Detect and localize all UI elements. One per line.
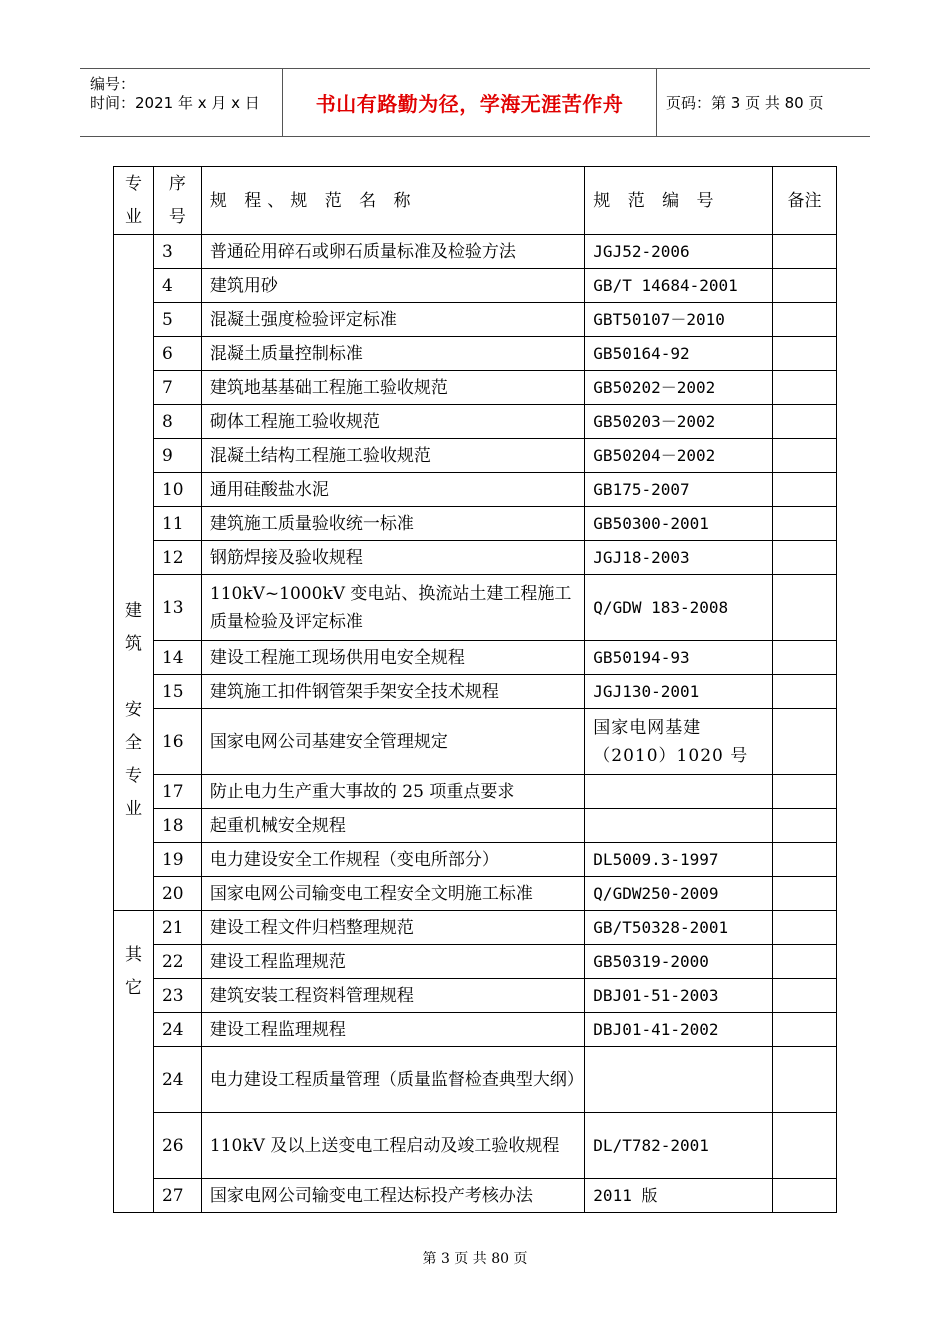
standard-code: GB/T50328-2001: [585, 911, 773, 945]
standard-name: 建筑地基基础工程施工验收规范: [201, 371, 584, 405]
category-char: 建: [124, 601, 142, 621]
remark-cell: [773, 641, 837, 675]
standard-code: GB50204－2002: [585, 439, 773, 473]
row-number: 26: [153, 1113, 201, 1179]
table-row: [114, 473, 837, 507]
table-row: [114, 439, 837, 473]
table-row: [114, 979, 837, 1013]
remark-cell: [773, 235, 837, 269]
row-number: 24: [153, 1013, 201, 1047]
remark-cell: [773, 877, 837, 911]
category-char: 业: [124, 799, 142, 819]
header-category: [114, 167, 154, 235]
row-number: 17: [153, 775, 201, 809]
standard-name: 混凝土结构工程施工验收规范: [201, 439, 584, 473]
standard-name: 混凝土质量控制标准: [201, 337, 584, 371]
table-row: [114, 269, 837, 303]
standard-code: [585, 1047, 773, 1113]
row-number: 19: [153, 843, 201, 877]
row-number: 24: [153, 1047, 201, 1113]
standard-name: 建筑用砂: [201, 269, 584, 303]
standard-code: GB175-2007: [585, 473, 773, 507]
standard-name: 混凝土强度检验评定标准: [201, 303, 584, 337]
row-number: 15: [153, 675, 201, 709]
row-number: 14: [153, 641, 201, 675]
standards-table-body: [114, 167, 837, 1213]
standard-code: GB50300-2001: [585, 507, 773, 541]
remark-cell: [773, 675, 837, 709]
page-indicator: 页码：第 3 页 共 80 页: [666, 94, 824, 112]
standard-name: 砌体工程施工验收规范: [201, 405, 584, 439]
remark-cell: [773, 303, 837, 337]
standard-name: 110kV 及以上送变电工程启动及竣工验收规程: [201, 1113, 584, 1179]
table-header-row: [114, 167, 837, 235]
remark-cell: [773, 843, 837, 877]
remark-cell: [773, 911, 837, 945]
row-number: 5: [153, 303, 201, 337]
remark-cell: [773, 337, 837, 371]
row-number: 11: [153, 507, 201, 541]
standard-name: 建设工程文件归档整理规范: [201, 911, 584, 945]
table-row: [114, 303, 837, 337]
row-number: 13: [153, 575, 201, 641]
remark-cell: [773, 709, 837, 775]
header-name: 规 程、规 范 名 称: [201, 167, 584, 235]
category-char: 全: [124, 733, 142, 753]
standard-name: 建筑施工质量验收统一标准: [201, 507, 584, 541]
table-row: [114, 235, 837, 269]
header-remark: 备注: [773, 167, 837, 235]
standard-name: 国家电网公司基建安全管理规定: [201, 709, 584, 775]
standard-code: GB/T 14684-2001: [585, 269, 773, 303]
remark-cell: [773, 439, 837, 473]
category-char: 筑: [124, 634, 142, 654]
standard-code: GBT50107－2010: [585, 303, 773, 337]
category-char: 其: [124, 945, 142, 965]
table-row: [114, 843, 837, 877]
category-char: 安: [124, 700, 142, 720]
remark-cell: [773, 473, 837, 507]
remark-cell: [773, 809, 837, 843]
standard-code: Q/GDW 183-2008: [585, 575, 773, 641]
standard-name: 110kV~1000kV 变电站、换流站土建工程施工质量检验及评定标准: [201, 575, 584, 641]
category-cell: [114, 235, 154, 911]
header-number: [153, 167, 201, 235]
header-meta: [80, 69, 282, 136]
table-row: [114, 1047, 837, 1113]
category-char: 专: [124, 766, 142, 786]
standard-name: 建设工程监理规范: [201, 945, 584, 979]
standard-code: JGJ130-2001: [585, 675, 773, 709]
header-category-char: 业: [124, 206, 142, 227]
remark-cell: [773, 979, 837, 1013]
standard-name: 国家电网公司输变电工程安全文明施工标准: [201, 877, 584, 911]
page-header: [80, 68, 870, 137]
standard-name: 建筑施工扣件钢管架手架安全技术规程: [201, 675, 584, 709]
header-page-cell: [656, 69, 870, 136]
table-row: [114, 1179, 837, 1213]
remark-cell: [773, 405, 837, 439]
standard-code: GB50164-92: [585, 337, 773, 371]
row-number: 7: [153, 371, 201, 405]
standard-name: 通用硅酸盐水泥: [201, 473, 584, 507]
row-number: 4: [153, 269, 201, 303]
standard-code: JGJ52-2006: [585, 235, 773, 269]
table-row: [114, 1113, 837, 1179]
row-number: 23: [153, 979, 201, 1013]
standard-name: 普通砼用碎石或卵石质量标准及检验方法: [201, 235, 584, 269]
remark-cell: [773, 775, 837, 809]
standard-code: GB50194-93: [585, 641, 773, 675]
table-row: [114, 371, 837, 405]
category-char: 它: [124, 978, 142, 998]
remark-cell: [773, 371, 837, 405]
table-row: [114, 1013, 837, 1047]
serial-label: 编号：: [90, 75, 136, 93]
remark-cell: [773, 1013, 837, 1047]
category-char: [114, 661, 153, 694]
standard-code: DBJ01-41-2002: [585, 1013, 773, 1047]
standard-name: 国家电网公司输变电工程达标投产考核办法: [201, 1179, 584, 1213]
row-number: 12: [153, 541, 201, 575]
remark-cell: [773, 945, 837, 979]
standard-name: 建筑安装工程资料管理规程: [201, 979, 584, 1013]
remark-cell: [773, 541, 837, 575]
row-number: 21: [153, 911, 201, 945]
standard-code: 2011 版: [585, 1179, 773, 1213]
row-number: 18: [153, 809, 201, 843]
standard-name: 建设工程监理规程: [201, 1013, 584, 1047]
header-motto-cell: [282, 69, 657, 136]
row-number: 3: [153, 235, 201, 269]
date-text: 时间：2021 年 x 月 x 日: [90, 94, 260, 112]
table-row: [114, 541, 837, 575]
standard-code: GB50203－2002: [585, 405, 773, 439]
row-number: 20: [153, 877, 201, 911]
table-row: [114, 575, 837, 641]
remark-cell: [773, 1047, 837, 1113]
table-row: [114, 911, 837, 945]
page-footer: 第 3 页 共 80 页: [422, 1251, 528, 1267]
header-category-char: 专: [124, 173, 142, 194]
standard-code: Q/GDW250-2009: [585, 877, 773, 911]
row-number: 9: [153, 439, 201, 473]
standard-code: [585, 809, 773, 843]
row-number: 10: [153, 473, 201, 507]
table-row: [114, 809, 837, 843]
standard-code: DBJ01-51-2003: [585, 979, 773, 1013]
standard-code: GB50319-2000: [585, 945, 773, 979]
standard-code: DL5009.3-1997: [585, 843, 773, 877]
standard-code: GB50202－2002: [585, 371, 773, 405]
standard-code: [585, 775, 773, 809]
standard-code: DL/T782-2001: [585, 1113, 773, 1179]
row-number: 16: [153, 709, 201, 775]
standard-name: 电力建设工程质量管理（质量监督检查典型大纲）: [201, 1047, 584, 1113]
table-row: [114, 675, 837, 709]
header-code: 规 范 编 号: [585, 167, 773, 235]
standard-code: JGJ18-2003: [585, 541, 773, 575]
remark-cell: [773, 575, 837, 641]
header-number-char: 号: [168, 206, 186, 227]
category-cell: [114, 911, 154, 1213]
row-number: 27: [153, 1179, 201, 1213]
table-row: [114, 945, 837, 979]
table-row: [114, 405, 837, 439]
remark-cell: [773, 1179, 837, 1213]
remark-cell: [773, 507, 837, 541]
standard-code: 国家电网基建（2010）1020 号: [585, 709, 773, 775]
header-number-char: 序: [168, 173, 186, 194]
table-row: [114, 877, 837, 911]
standard-name: 电力建设安全工作规程（变电所部分）: [201, 843, 584, 877]
table-row: [114, 641, 837, 675]
standard-name: 防止电力生产重大事故的 25 项重点要求: [201, 775, 584, 809]
row-number: 22: [153, 945, 201, 979]
standard-name: 钢筋焊接及验收规程: [201, 541, 584, 575]
standard-name: 起重机械安全规程: [201, 809, 584, 843]
remark-cell: [773, 1113, 837, 1179]
table-row: [114, 775, 837, 809]
motto-text: 书山有路勤为径，学海无涯苦作舟: [315, 92, 624, 116]
row-number: 6: [153, 337, 201, 371]
row-number: 8: [153, 405, 201, 439]
table-row: [114, 709, 837, 775]
table-row: [114, 337, 837, 371]
standard-name: 建设工程施工现场供用电安全规程: [201, 641, 584, 675]
remark-cell: [773, 269, 837, 303]
table-row: [114, 507, 837, 541]
standards-table: [113, 166, 837, 1213]
